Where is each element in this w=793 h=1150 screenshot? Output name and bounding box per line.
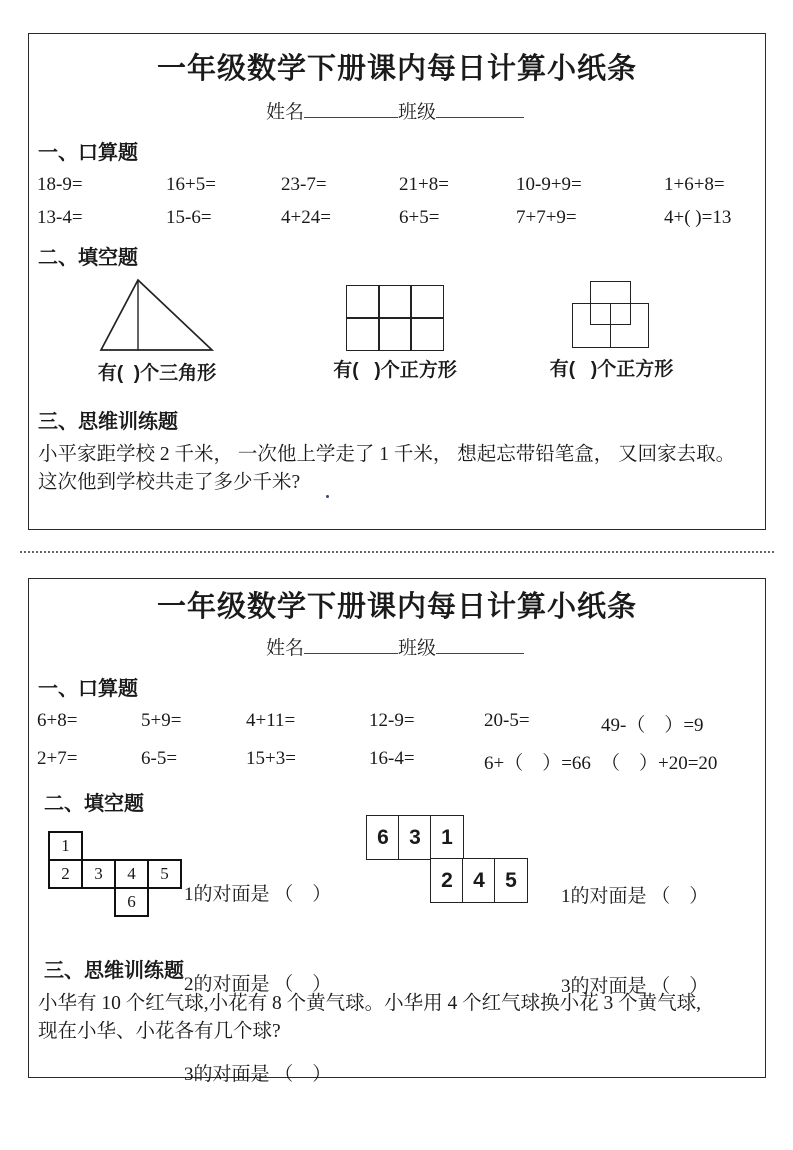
net-cell: 5 [147,859,183,890]
worksheet-slip-2 [28,578,766,1085]
net-cell: 6 [366,815,400,860]
word-problem [38,441,757,496]
oral-problem: 10-9+9= [516,174,582,195]
net-cell: 1 [430,815,464,860]
opposite-face-question: 3的对面是 （ ） [561,976,709,997]
oral-problem: 16-4= [369,748,415,769]
class-label: 班级 [398,102,437,123]
oral-problem: 4+11= [246,710,296,731]
net-cell: 2 [48,859,84,890]
section-heading-fill: 二、填空题 [38,247,138,269]
oral-problem: 15-6= [166,207,212,228]
oral-problem: （ ）+20=20 [601,753,718,774]
net-cell: 4 [114,859,150,890]
figure-caption: 有( )个正方形 [333,360,457,381]
opposite-face-question: 1的对面是 （ ） [561,886,709,907]
top-square [590,281,631,325]
triangle-with-median-drawing [98,277,216,353]
oral-problem: 7+7+9= [516,207,577,228]
overlapping-squares-drawing [572,281,652,349]
oral-problem: 6-5= [141,748,178,769]
class-blank-field [436,638,524,654]
word-problem-line: 小平家距学校 2 千米， 一次他上学走了 1 千米， 想起忘带铅笔盒， 又回家去取。 [38,444,736,465]
name-blank-field [304,102,398,118]
oral-problem: 20-5= [484,710,530,731]
net-cell: 3 [398,815,432,860]
cube-net-cross-diagram [49,832,181,916]
oral-problem: 4+( )=13 [664,207,732,228]
oral-problem: 2+7= [37,748,78,769]
net-cell: 4 [462,858,496,903]
name-class-line [29,97,765,124]
class-label: 班级 [398,638,437,659]
class-blank-field [436,102,524,118]
oral-problem: 5+9= [141,710,182,731]
name-class-line [29,633,765,660]
oral-problem: 13-4= [37,207,83,228]
grid-cell [346,317,380,351]
figure-caption: 有( )个正方形 [549,359,674,380]
section-heading-oral: 一、口算题 [38,142,138,164]
figure-square-grid [325,277,465,382]
net-cell: 5 [494,858,528,903]
figure-overlapping-squares [529,277,694,381]
name-label: 姓名 [265,102,304,123]
section-heading-fill: 二、填空题 [44,793,144,815]
name-label: 姓名 [265,638,304,659]
oral-problem: 4+24= [281,207,331,228]
page-title: 一年级数学下册课内每日计算小纸条 [156,591,637,623]
oral-problem: 6+5= [399,207,440,228]
word-problem-line: 现在小华、小花各有几个球? [38,1020,281,1042]
word-problem-line: 这次他到学校共走了多少千米? [38,471,301,493]
grid-3x2-drawing [347,286,443,350]
net-cell: 1 [48,831,84,862]
oral-problem: 6+（ ）=66 [484,753,591,774]
dashed-cut-line [20,551,774,553]
oral-problem: 21+8= [399,174,449,195]
word-problem-line: 小华有 10 个红气球,小花有 8 个黄气球。小华用 4 个红气球换小花 3 个黄气球, [38,993,702,1014]
oral-problem: 6+8= [37,710,78,731]
grid-cell [378,285,412,319]
oral-problem: 12-9= [369,710,415,731]
figure-caption: 有( )个三角形 [97,363,217,384]
oral-problem: 49-（ ）=9 [601,715,704,736]
oral-problem: 1+6+8= [664,174,725,195]
figures-row [29,277,765,393]
net-cell: 6 [114,887,150,918]
oral-problems-row-2 [37,710,757,775]
page-title: 一年级数学下册课内每日计算小纸条 [156,53,637,85]
grid-cell [410,285,444,319]
net-cell: 3 [81,859,117,890]
grid-cell [410,317,444,351]
figure-triangle [77,277,237,385]
section-heading-oral: 一、口算题 [38,678,138,700]
grid-cell [346,285,380,319]
oral-problem: 16+5= [166,174,216,195]
opposite-face-questions-left [184,820,331,1150]
section-heading-thinking: 三、思维训练题 [44,960,184,982]
section-heading-thinking: 三、思维训练题 [38,411,178,433]
opposite-face-question: 3的对面是 （ ） [184,1064,332,1085]
cube-net-staircase-diagram [367,816,527,902]
opposite-face-question: 2的对面是 （ ） [184,974,332,995]
grid-cell [378,317,412,351]
net-cell: 2 [430,858,464,903]
oral-problem: 15+3= [246,748,296,769]
oral-problem: 18-9= [37,174,83,195]
name-blank-field [304,638,398,654]
opposite-face-question: 1的对面是 （ ） [184,884,332,905]
opposite-face-questions-right [561,822,708,1062]
stray-ink-dot [326,495,329,498]
oral-problems-row-1 [37,174,757,229]
worksheet-slip-1 [28,33,766,530]
oral-problem: 23-7= [281,174,327,195]
